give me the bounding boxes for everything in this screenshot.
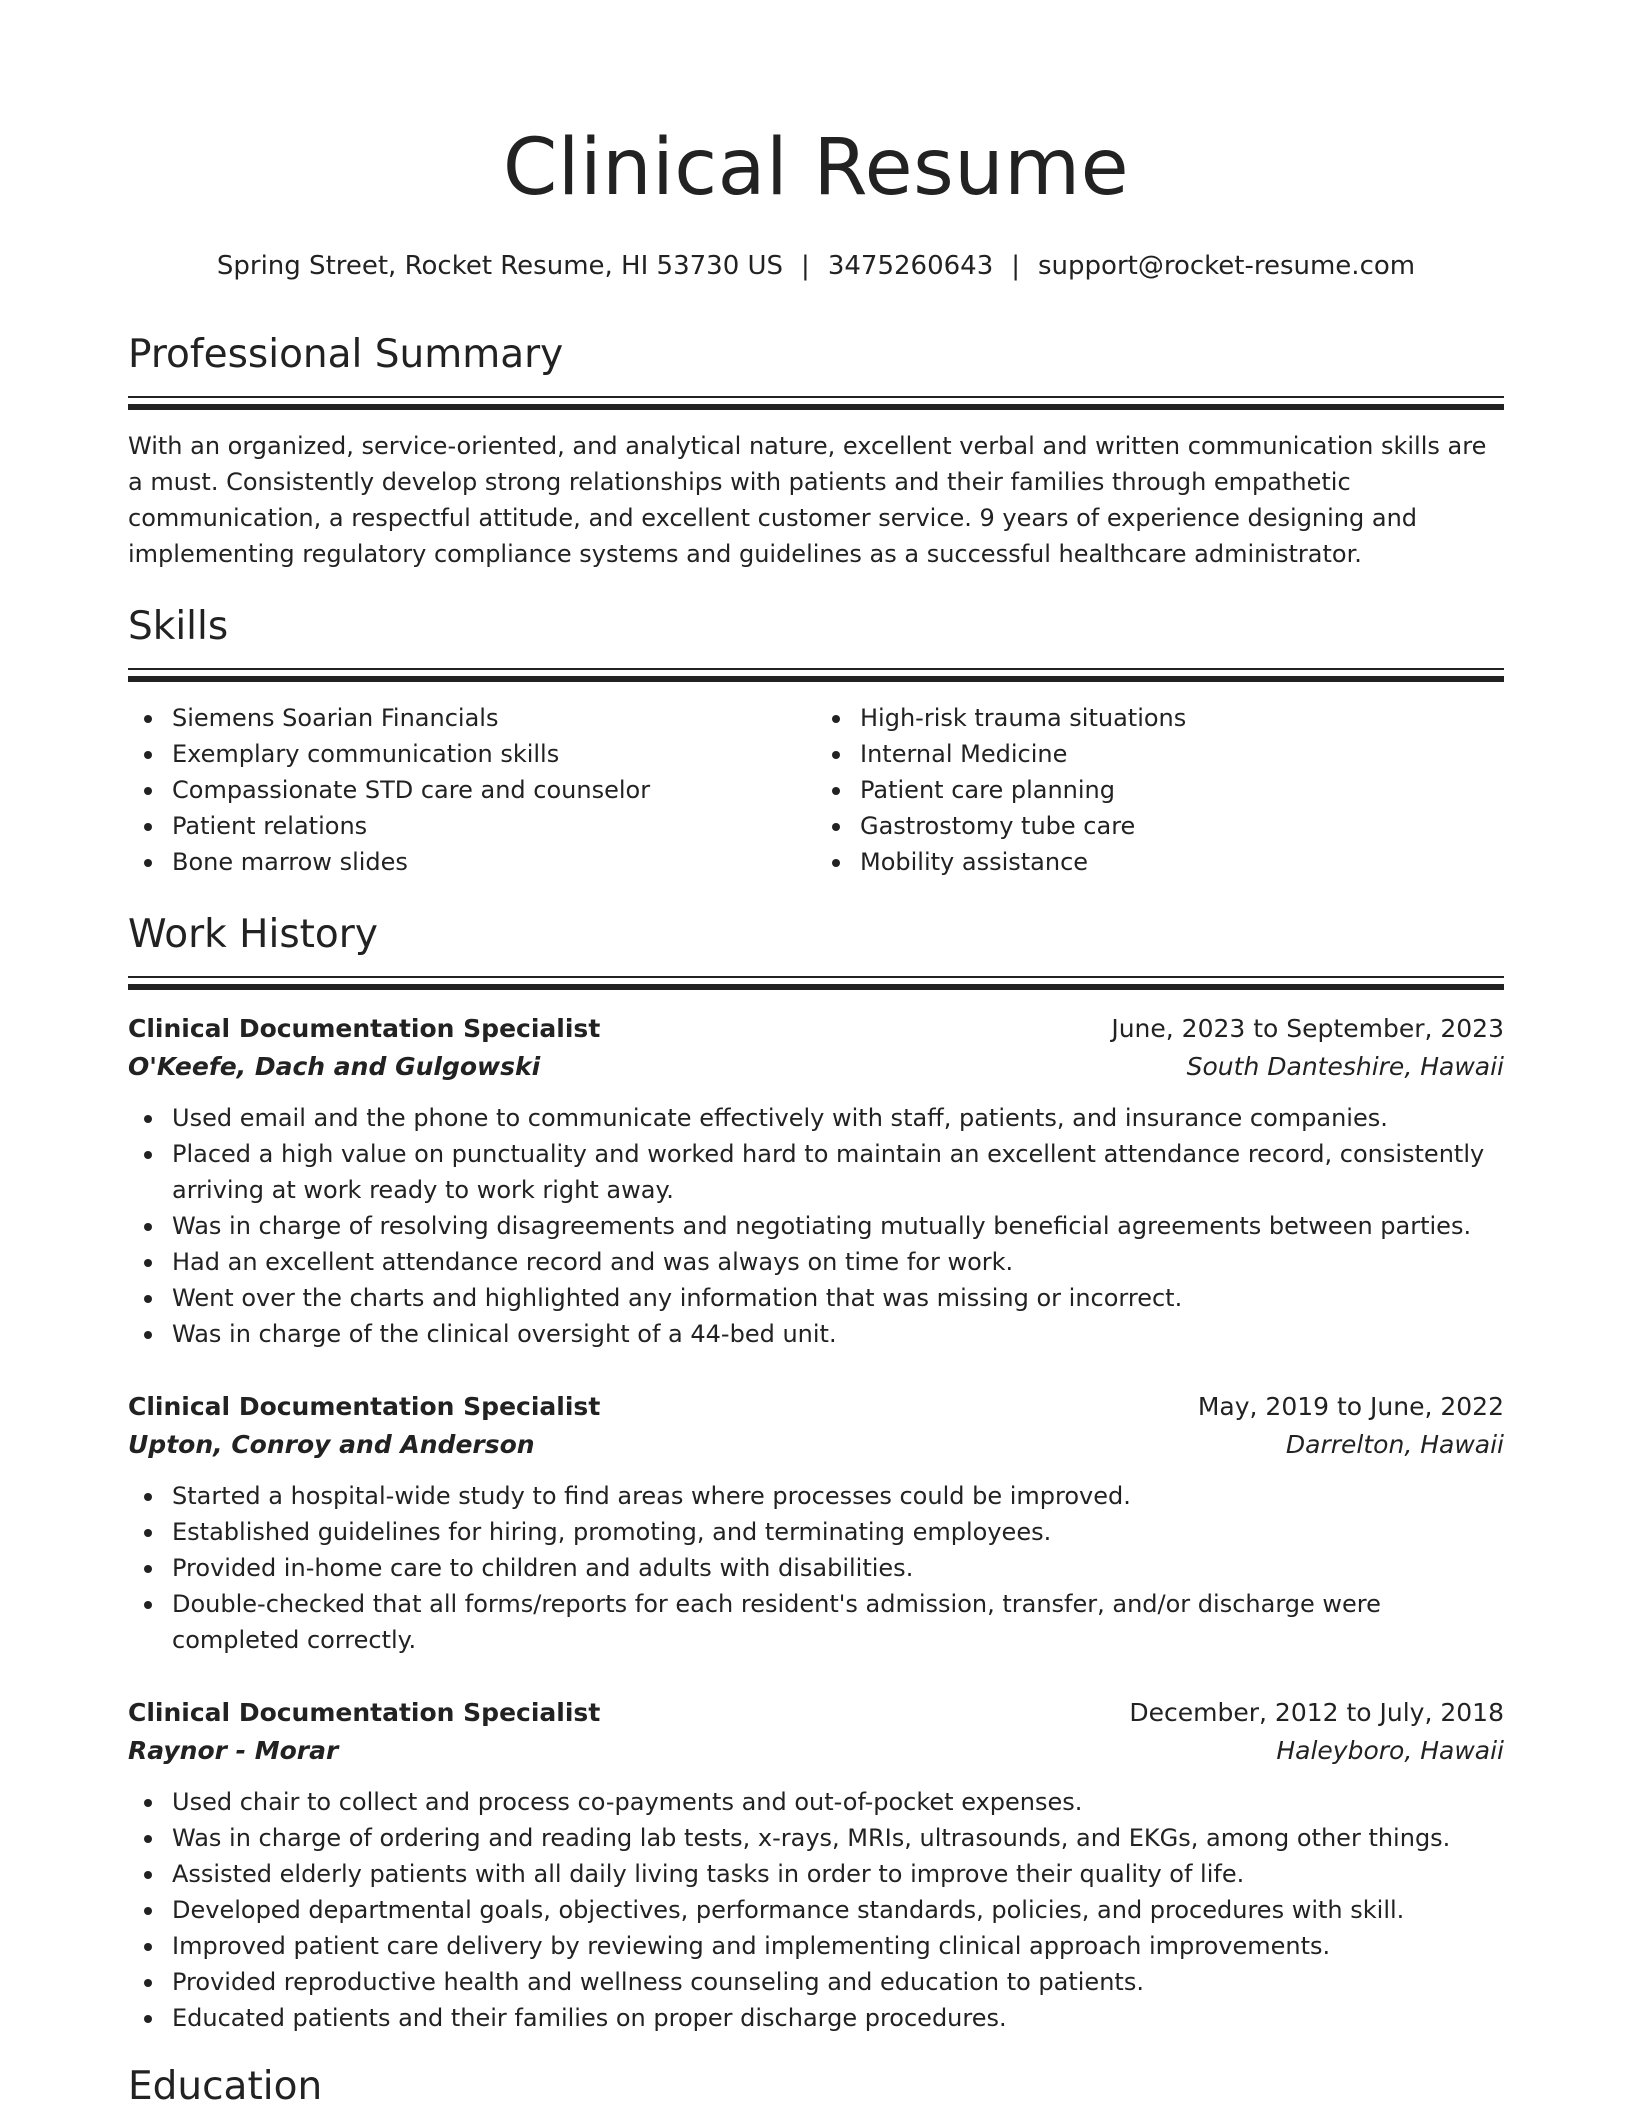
job-bullet: Provided in-home care to children and adults with disabilities. bbox=[128, 1550, 1504, 1586]
job-entry bbox=[128, 1010, 1504, 1352]
job-dates: May, 2019 to June, 2022 bbox=[1197, 1392, 1504, 1421]
job-entry bbox=[128, 1694, 1504, 2036]
contact-address: Spring Street, Rocket Resume, HI 53730 US bbox=[216, 251, 784, 281]
job-bullet: Used email and the phone to communicate effectively with staff, patients, and insurance companies. bbox=[128, 1100, 1504, 1136]
section-divider bbox=[128, 984, 1504, 990]
job-bullets bbox=[128, 1100, 1504, 1352]
skills-heading: Skills bbox=[128, 604, 229, 649]
job-company-row bbox=[128, 1048, 1504, 1086]
job-bullet: Double-checked that all forms/reports for each resident's admission, transfer, and/or discharge were completed correctly. bbox=[128, 1586, 1504, 1658]
job-location: South Danteshire, Hawaii bbox=[1186, 1052, 1504, 1081]
skill-item: Bone marrow slides bbox=[128, 844, 816, 880]
job-location: Haleyboro, Hawaii bbox=[1276, 1736, 1504, 1765]
summary-heading: Professional Summary bbox=[128, 332, 564, 377]
job-bullet: Improved patient care delivery by reviewing and implementing clinical approach improvements. bbox=[128, 1928, 1504, 1964]
contact-email[interactable]: support@rocket-resume.com bbox=[1038, 251, 1416, 281]
contact-separator: | bbox=[1011, 251, 1020, 281]
job-title: Clinical Documentation Specialist bbox=[128, 1014, 601, 1043]
work-section-header bbox=[128, 910, 1504, 990]
education-heading: Education bbox=[128, 2064, 323, 2109]
job-bullet: Was in charge of resolving disagreements and negotiating mutually beneficial agreements between parties. bbox=[128, 1208, 1504, 1244]
job-bullet: Was in charge of the clinical oversight of a 44-bed unit. bbox=[128, 1316, 1504, 1352]
section-divider bbox=[128, 396, 1504, 398]
job-title: Clinical Documentation Specialist bbox=[128, 1392, 601, 1421]
job-bullet: Provided reproductive health and wellness counseling and education to patients. bbox=[128, 1964, 1504, 2000]
job-company: Upton, Conroy and Anderson bbox=[128, 1430, 535, 1459]
skill-item: Gastrostomy tube care bbox=[816, 808, 1504, 844]
job-bullet: Went over the charts and highlighted any information that was missing or incorrect. bbox=[128, 1280, 1504, 1316]
job-company: Raynor - Morar bbox=[128, 1736, 339, 1765]
summary-section-header bbox=[128, 330, 1504, 410]
resume-title: Clinical Resume bbox=[502, 123, 1130, 213]
job-bullet: Developed departmental goals, objectives, performance standards, policies, and procedures with skill. bbox=[128, 1892, 1504, 1928]
skills-section-header bbox=[128, 602, 1504, 682]
job-bullets bbox=[128, 1784, 1504, 2036]
section-divider bbox=[128, 668, 1504, 670]
skills-column-left bbox=[128, 700, 816, 880]
section-divider bbox=[128, 676, 1504, 682]
skill-item: Exemplary communication skills bbox=[128, 736, 816, 772]
job-title: Clinical Documentation Specialist bbox=[128, 1698, 601, 1727]
skill-item: Patient relations bbox=[128, 808, 816, 844]
job-bullet: Started a hospital-wide study to find areas where processes could be improved. bbox=[128, 1478, 1504, 1514]
job-header-row bbox=[128, 1388, 1504, 1426]
job-bullet: Used chair to collect and process co-payments and out-of-pocket expenses. bbox=[128, 1784, 1504, 1820]
job-company-row bbox=[128, 1732, 1504, 1770]
skill-item: High-risk trauma situations bbox=[816, 700, 1504, 736]
contact-phone: 3475260643 bbox=[827, 251, 994, 281]
skills-list bbox=[128, 700, 1504, 880]
job-location: Darrelton, Hawaii bbox=[1285, 1430, 1504, 1459]
skill-item: Patient care planning bbox=[816, 772, 1504, 808]
skill-item: Compassionate STD care and counselor bbox=[128, 772, 816, 808]
summary-text: With an organized, service-oriented, and analytical nature, excellent verbal and written communication skills are a must. Consistently develop strong relationships with patients and their families through empathetic communication, a respectful attitude, and excellent customer service. 9 years of experience designing and implementing regulatory compliance systems and guidelines as a successful healthcare administrator. bbox=[128, 432, 1487, 568]
job-bullet: Was in charge of ordering and reading lab tests, x-rays, MRIs, ultrasounds, and EKGs, among other things. bbox=[128, 1820, 1504, 1856]
job-bullet: Established guidelines for hiring, promoting, and terminating employees. bbox=[128, 1514, 1504, 1550]
job-dates: June, 2023 to September, 2023 bbox=[1111, 1014, 1504, 1043]
job-company-row bbox=[128, 1426, 1504, 1464]
job-bullet: Educated patients and their families on proper discharge procedures. bbox=[128, 2000, 1504, 2036]
skill-item: Siemens Soarian Financials bbox=[128, 700, 816, 736]
job-company: O'Keefe, Dach and Gulgowski bbox=[128, 1052, 541, 1081]
job-bullet: Had an excellent attendance record and was always on time for work. bbox=[128, 1244, 1504, 1280]
work-heading: Work History bbox=[128, 912, 378, 957]
contact-line bbox=[128, 248, 1504, 284]
skill-item: Mobility assistance bbox=[816, 844, 1504, 880]
job-bullet: Assisted elderly patients with all daily living tasks in order to improve their quality of life. bbox=[128, 1856, 1504, 1892]
skill-item: Internal Medicine bbox=[816, 736, 1504, 772]
job-header-row bbox=[128, 1694, 1504, 1732]
job-header-row bbox=[128, 1010, 1504, 1048]
job-entry bbox=[128, 1388, 1504, 1658]
skills-column-right bbox=[816, 700, 1504, 880]
section-divider bbox=[128, 404, 1504, 410]
job-dates: December, 2012 to July, 2018 bbox=[1129, 1698, 1504, 1727]
education-section-header bbox=[128, 2062, 1504, 2112]
section-divider bbox=[128, 976, 1504, 978]
job-bullets bbox=[128, 1478, 1504, 1658]
job-bullet: Placed a high value on punctuality and worked hard to maintain an excellent attendance record, consistently arriving at work ready to work right away. bbox=[128, 1136, 1504, 1208]
contact-separator: | bbox=[801, 251, 810, 281]
